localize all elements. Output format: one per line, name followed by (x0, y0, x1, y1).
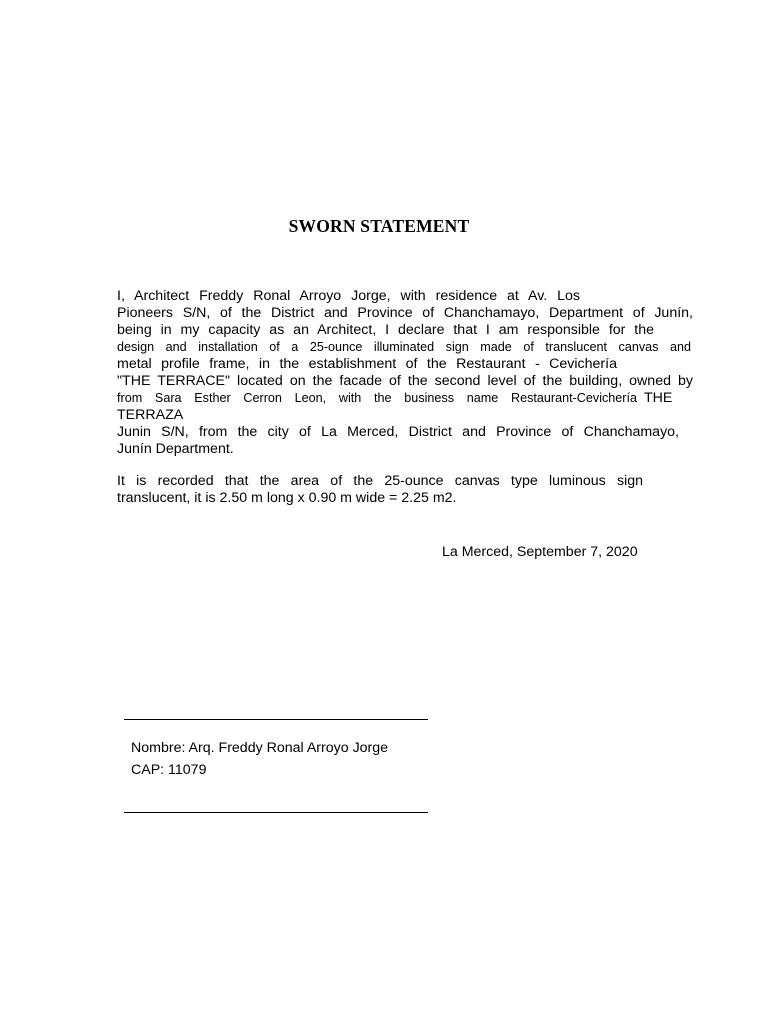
paragraph-line: being in my capacity as an Architect, I declare that I am responsible for the (117, 322, 654, 338)
paragraph-line: "THE TERRACE" located on the facade of the second level of the building, owned by (117, 373, 693, 389)
paragraph-line: metal profile frame, in the establishment of the Restaurant - Cevichería (117, 356, 617, 372)
paragraph-line: from Sara Esther Cerron Leon, with the business name Restaurant-Cevichería (117, 391, 637, 405)
paragraph-line: translucent, it is 2.50 m long x 0.90 m wide = 2.25 m2. (117, 490, 457, 506)
paragraph-line: Junín Department. (117, 441, 234, 457)
paragraph-line: THE (644, 390, 673, 406)
paragraph-line: It is recorded that the area of the 25-ounce canvas type luminous sign (117, 473, 643, 489)
document-title: SWORN STATEMENT (288, 216, 470, 236)
signature-divider (124, 812, 428, 813)
signer-name: Nombre: Arq. Freddy Ronal Arroyo Jorge (131, 740, 389, 756)
paragraph-line: Junin S/N, from the city of La Merced, District and Province of Chanchamayo, (117, 424, 679, 440)
paragraph-line: design and installation of a 25-ounce illuminated sign made of translucent canvas and (117, 340, 691, 354)
paragraph-line: TERRAZA (117, 407, 184, 423)
signer-cap-number: CAP: 11079 (131, 762, 207, 778)
signature-line (124, 719, 428, 720)
statement-date: La Merced, September 7, 2020 (442, 544, 638, 560)
paragraph-line: Pioneers S/N, of the District and Province of Chanchamayo, Department of Junín, (117, 305, 693, 321)
paragraph-line: I, Architect Freddy Ronal Arroyo Jorge, with residence at Av. Los (117, 288, 580, 304)
